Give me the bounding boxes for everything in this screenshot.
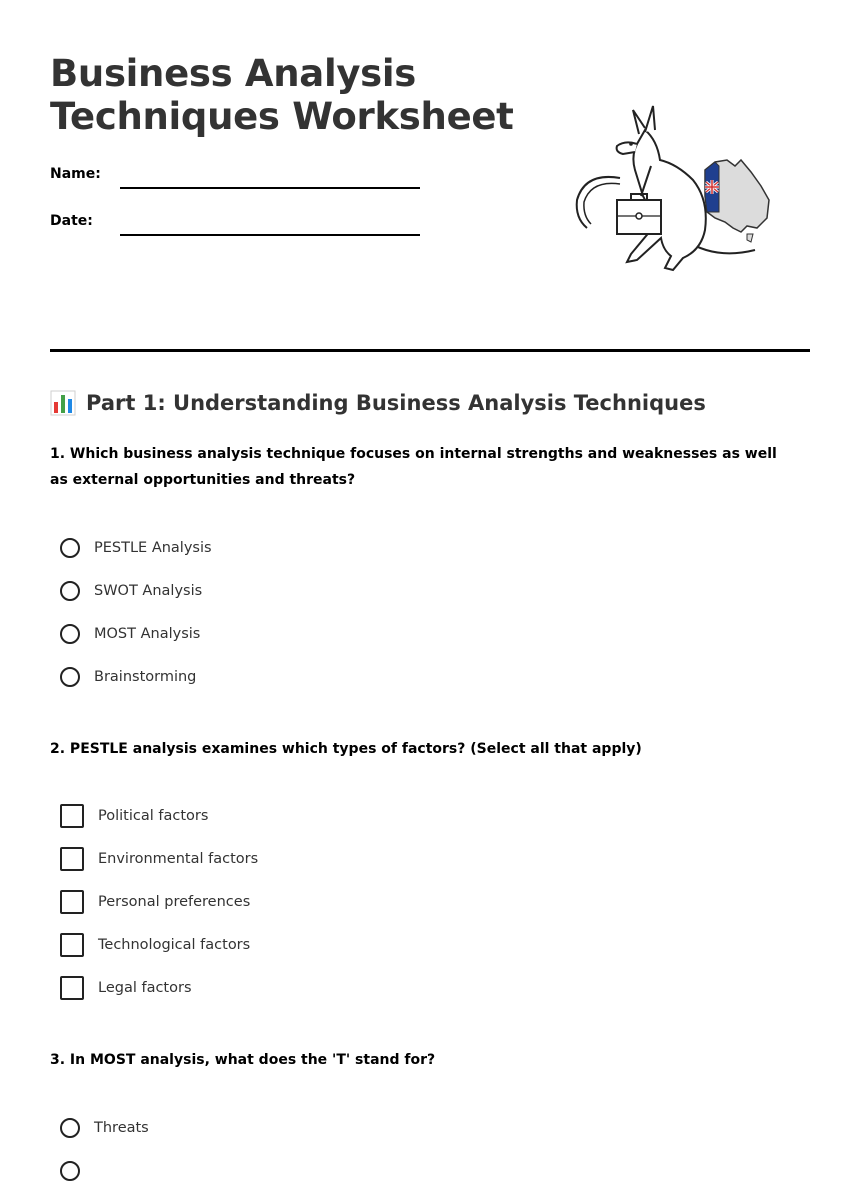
q3-option-threats[interactable] <box>60 1115 149 1141</box>
q2-option-legal[interactable] <box>60 975 192 1001</box>
radio-button[interactable] <box>60 1161 80 1181</box>
option-label: Legal factors <box>98 980 192 996</box>
bar-chart-icon <box>50 390 76 416</box>
radio-button[interactable] <box>60 624 80 644</box>
checkbox[interactable] <box>60 976 84 1000</box>
radio-button[interactable] <box>60 581 80 601</box>
q1-option-pestle[interactable] <box>60 535 212 561</box>
q1-option-most[interactable] <box>60 621 200 647</box>
option-label: SWOT Analysis <box>94 583 203 599</box>
radio-button[interactable] <box>60 1118 80 1138</box>
section-divider <box>50 349 810 352</box>
q1-option-swot[interactable] <box>60 578 202 604</box>
checkbox[interactable] <box>60 933 84 957</box>
q2-option-political[interactable] <box>60 803 208 829</box>
question-2-text: 2. PESTLE analysis examines which types of factors? (Select all that apply) <box>50 741 642 757</box>
option-label: Environmental factors <box>98 851 259 867</box>
part-1-heading <box>50 390 706 416</box>
option-label: Political factors <box>98 808 209 824</box>
checkbox[interactable] <box>60 804 84 828</box>
option-label: Brainstorming <box>94 669 197 685</box>
option-label: PESTLE Analysis <box>94 540 212 556</box>
q2-option-personal[interactable] <box>60 889 250 915</box>
radio-button[interactable] <box>60 538 80 558</box>
q2-option-technological[interactable] <box>60 932 250 958</box>
name-input-line[interactable] <box>120 187 420 189</box>
title-line-1: Business Analysis <box>50 52 416 95</box>
worksheet-title <box>50 52 530 138</box>
name-label: Name: <box>50 166 101 182</box>
checkbox[interactable] <box>60 890 84 914</box>
kangaroo-mascot-icon <box>565 100 775 280</box>
radio-button[interactable] <box>60 667 80 687</box>
option-label: Threats <box>94 1120 149 1136</box>
q3-option-next[interactable] <box>60 1158 94 1184</box>
q1-option-brainstorming[interactable] <box>60 664 196 690</box>
question-1-text: 1. Which business analysis technique focuses on internal strengths and weaknesses as well as external opportunities and threats? <box>50 446 777 488</box>
q2-option-environmental[interactable] <box>60 846 258 872</box>
title-line-2: Techniques Worksheet <box>50 95 514 138</box>
date-label: Date: <box>50 213 93 229</box>
option-label: MOST Analysis <box>94 626 201 642</box>
date-input-line[interactable] <box>120 234 420 236</box>
question-3-text: 3. In MOST analysis, what does the 'T' stand for? <box>50 1052 436 1068</box>
option-label: Technological factors <box>98 937 251 953</box>
option-label: Personal preferences <box>98 894 251 910</box>
checkbox[interactable] <box>60 847 84 871</box>
part-1-title: Part 1: Understanding Business Analysis Techniques <box>86 391 706 415</box>
